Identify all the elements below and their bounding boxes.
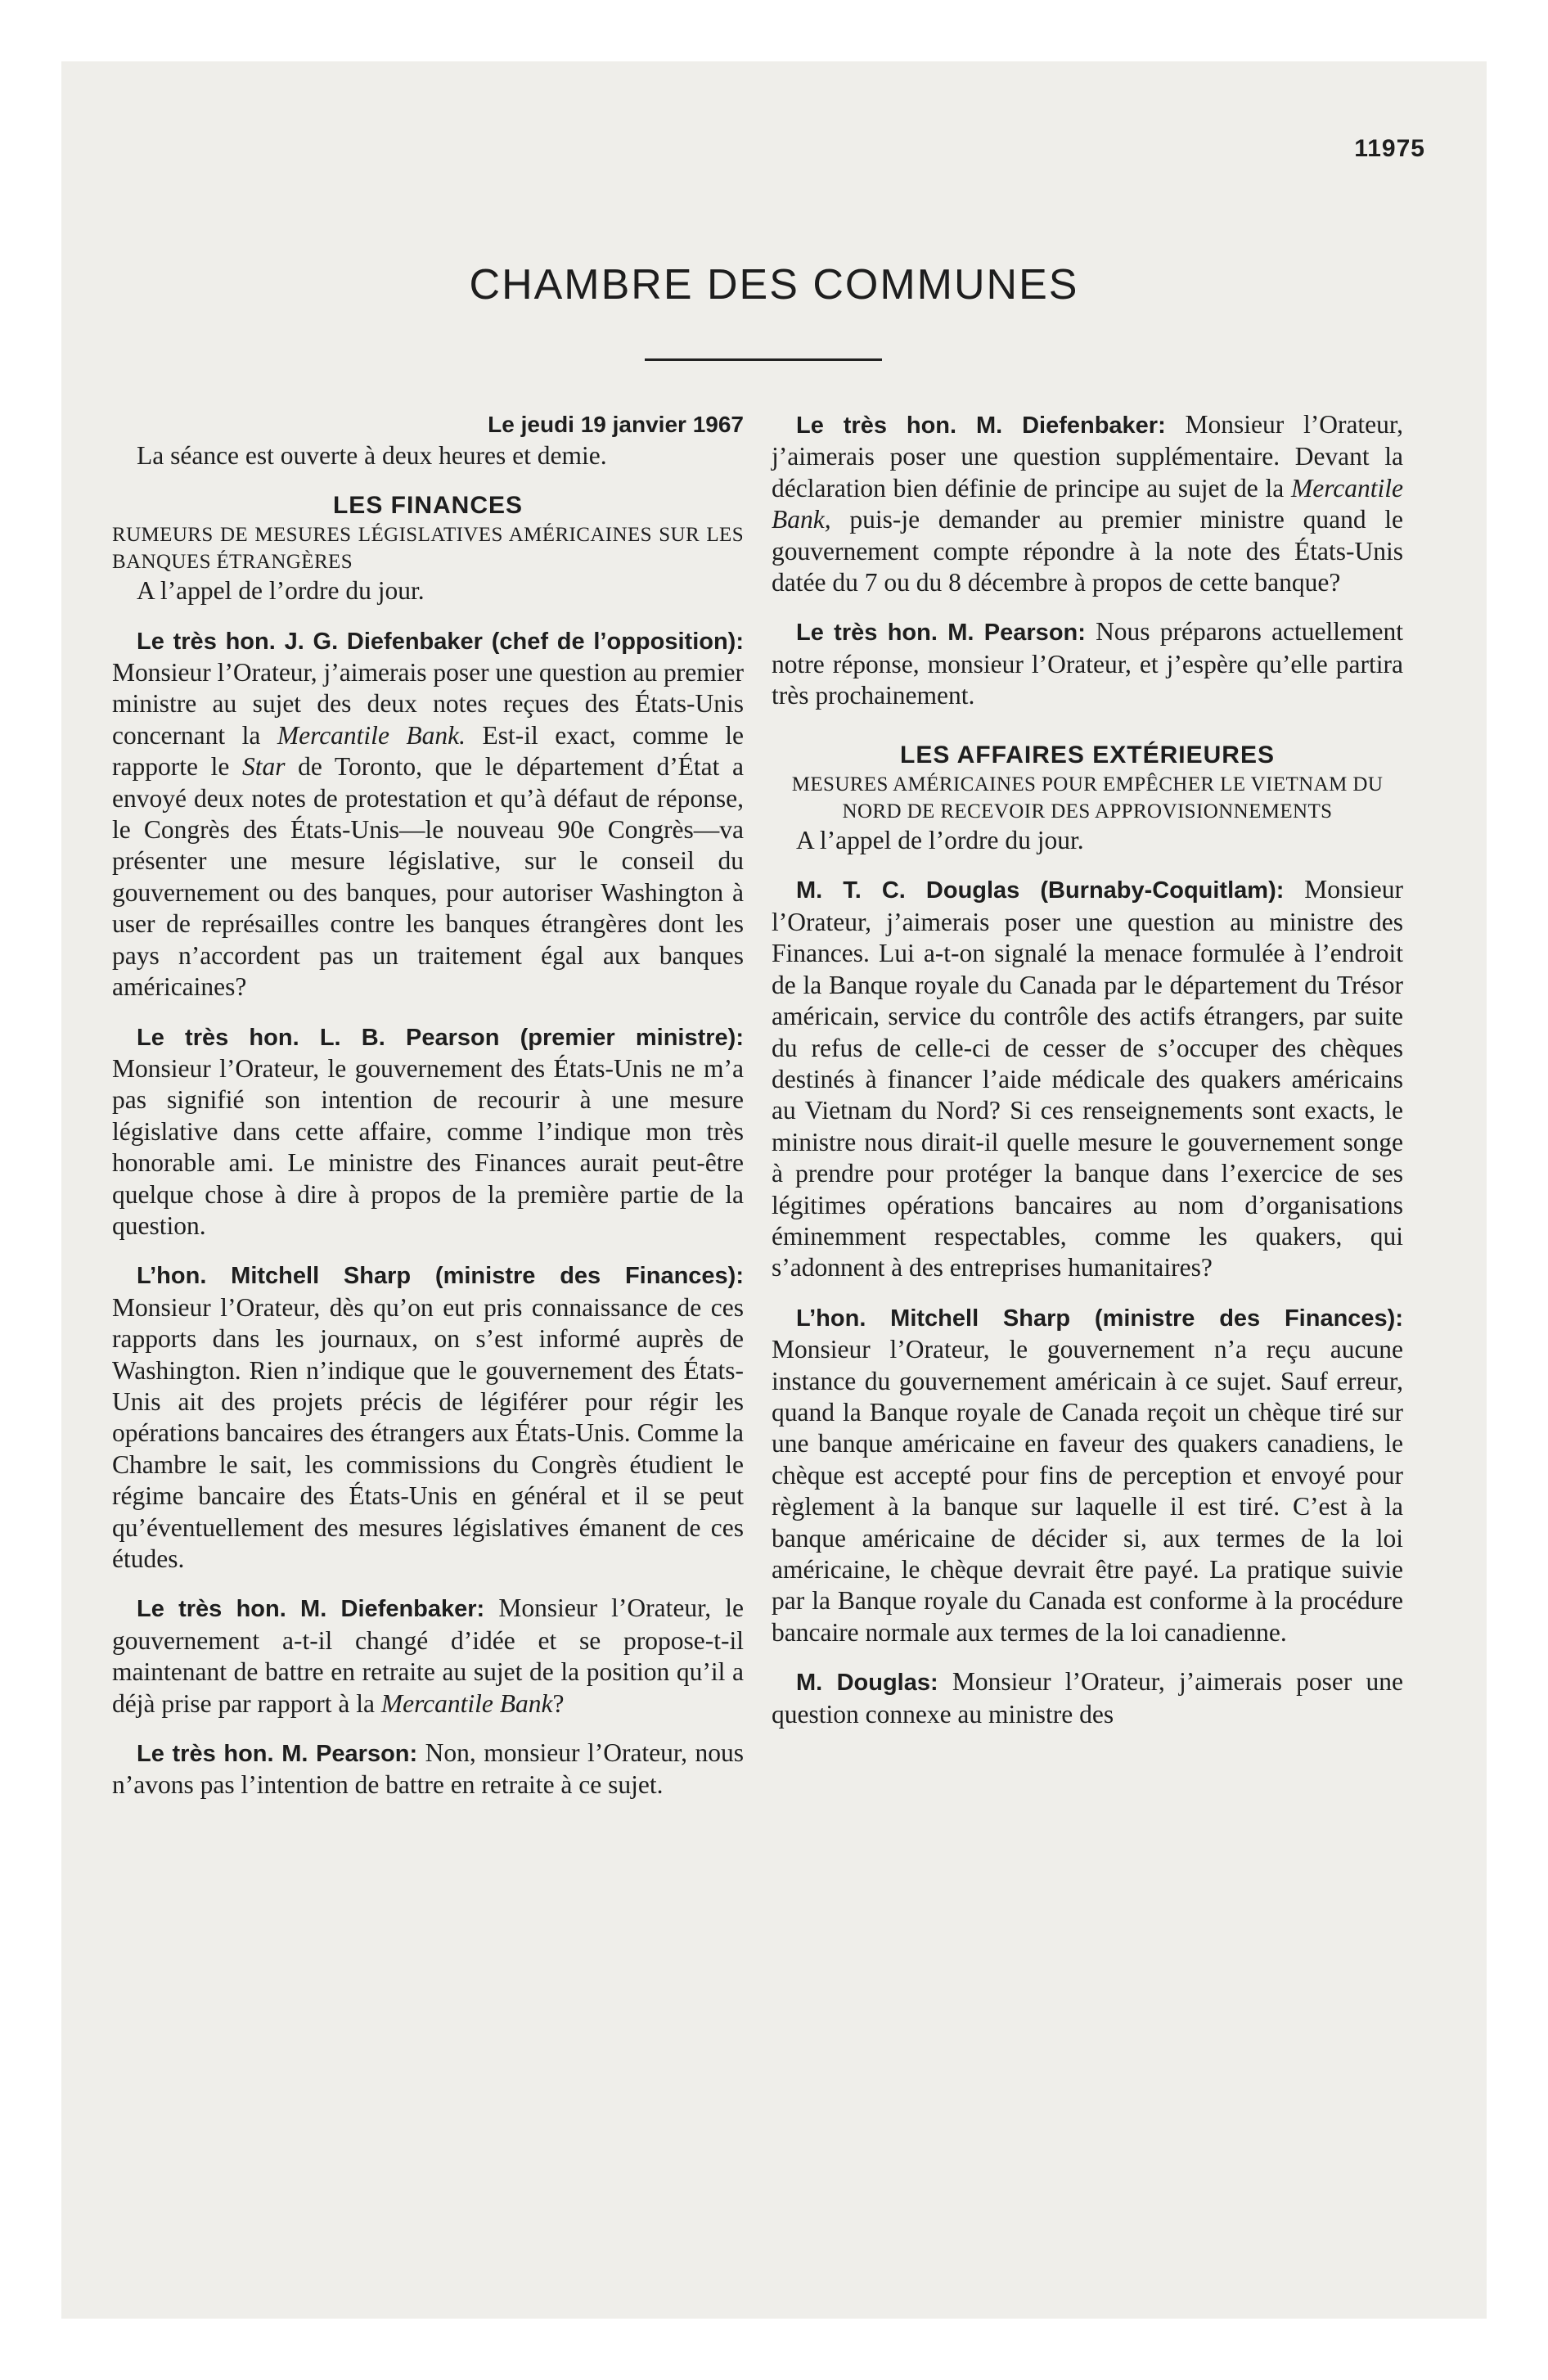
speaker-name: M. T. C. Douglas (Burnaby-Coquitlam): <box>796 877 1285 904</box>
speaker-name: Le très hon. M. Pearson: <box>137 1741 418 1768</box>
speaker-name: Le très hon. M. Diefenbaker: <box>796 412 1166 439</box>
page-number: 11975 <box>1354 135 1425 162</box>
speech-paragraph: Le très hon. M. Diefenbaker: Monsieur l’Orateur, le gouvernement a-t-il changé d’idée et se propose-t-il maintenant de battre en retraite au sujet de la position qu’il a déjà prise par rapport à la Mercantile Bank? <box>112 1593 745 1718</box>
speech-paragraph: L’hon. Mitchell Sharp (ministre des Finances): Monsieur l’Orateur, dès qu’on eut pris connaissance de ces rapports dans les journaux, on s’est informé auprès de Washington. Rien n’indique que le gouvernement des États-Unis ait des projets précis de légiférer pour régir les opérations bancaires des étrangers aux États-Unis. Comme la Chambre le sait, les commissions du Congrès étudient le régime bancaire des États-Unis en général et il se peut qu’éventuellement des mesures législatives émanent de ces études. <box>112 1263 744 1573</box>
date-line: Le jeudi 19 janvier 1967 <box>488 412 744 437</box>
order-call: A l’appel de l’ordre du jour. <box>137 576 425 606</box>
speech-paragraph: Le très hon. L. B. Pearson (premier ministre): Monsieur l’Orateur, le gouvernement des États-Unis ne m’a pas signifié son intention de recourir à une mesure législative dans cette affaire, comme l’indique mon très honorable ami. Le ministre des Finances aurait peut-être quelque chose à dire à propos de la première partie de la question. <box>112 1024 744 1240</box>
speaker-name: L’hon. Mitchell Sharp (ministre des Finances): <box>137 1263 744 1290</box>
opening-paragraph: La séance est ouverte à deux heures et demie. <box>137 441 607 471</box>
left-column <box>112 409 744 1819</box>
title-rule <box>645 358 882 361</box>
speech-paragraph: Le très hon. M. Diefenbaker: Monsieur l’Orateur, j’aimerais poser une question supplémentaire. Devant la déclaration bien définie de principe au sujet de la Mercantile Bank, puis-je demander au premier ministre quand le gouvernement compte répondre à la note des États-Unis datée du 7 ou du 8 décembre à propos de cette banque? <box>772 410 1404 597</box>
speech-paragraph: L’hon. Mitchell Sharp (ministre des Finances): Monsieur l’Orateur, le gouvernement n’a reçu aucune instance du gouvernement américain à ce sujet. Sauf erreur, quand la Banque royale de Canada reçoit un chèque tiré sur une banque américaine en faveur des quakers canadiens, le chèque est accepté pour fins de perception et envoyé pour règlement à la banque sur laquelle il est tiré. C’est à la banque américaine de décider si, aux termes de la loi américaine, le chèque devrait être payé. La pratique suivie par la Banque royale du Canada est conforme à la procédure bancaire normale aux termes de la loi canadienne. <box>772 1305 1403 1647</box>
section-title-foreign-affairs: LES AFFAIRES EXTÉRIEURES <box>900 741 1275 769</box>
speaker-name: Le très hon. L. B. Pearson (premier ministre): <box>137 1024 744 1051</box>
speech-paragraph: Le très hon. J. G. Diefenbaker (chef de l’opposition): Monsieur l’Orateur, j’aimerais poser une question au premier ministre au sujet des deux notes reçues des États-Unis concernant la Mercantile Bank. Est-il exact, comme le rapporte le Star de Toronto, que le département d’État a envoyé deux notes de protestation et qu’à défaut de réponse, le Congrès des États-Unis—le nouveau 90e Congrès—va présenter une mesure législative, sur le conseil du gouvernement ou des banques, pour autoriser Washington à user de représailles contre les banques étrangères dont les pays n’accordent pas un traitement égal aux banques américaines? <box>112 628 745 1002</box>
speaker-name: Le très hon. M. Diefenbaker: <box>137 1596 485 1623</box>
speaker-name: L’hon. Mitchell Sharp (ministre des Finances): <box>796 1305 1403 1332</box>
speech-paragraph: Le très hon. M. Pearson: Nous préparons actuellement notre réponse, monsieur l’Orateur, et j’espère qu’elle partira très prochainement. <box>772 617 1403 710</box>
speaker-name: M. Douglas: <box>796 1670 938 1697</box>
speaker-name: Le très hon. J. G. Diefenbaker (chef de l’opposition): <box>137 628 744 655</box>
subhead-foreign-affairs: MESURES AMÉRICAINES POUR EMPÊCHER LE VIETNAM DU NORD DE RECEVOIR DES APPROVISIONNEMENTS <box>791 773 1384 823</box>
subhead-finances: RUMEURS DE MESURES LÉGISLATIVES AMÉRICAINES SUR LES BANQUES ÉTRANGÈRES <box>112 524 744 574</box>
speech-paragraph: M. T. C. Douglas (Burnaby-Coquitlam): Monsieur l’Orateur, j’aimerais poser une question au ministre des Finances. Lui a-t-on signalé la menace formulée à l’endroit de la Banque royale du Canada par le département du Trésor américain, service du contrôle des actifs étrangers, par suite du refus de celle-ci de cesser de s’occuper des chèques destinés à financer l’aide médicale des quakers américains au Vietnam du Nord? Si ces renseignements sont exacts, le ministre nous dirait-il quelle mesure le gouvernement songe à prendre pour protéger la banque dans l’exercice de ses légitimes opérations bancaires au nom d’organisations éminemment respectables, comme les quakers, qui s’adonnent à des entreprises humanitaires? <box>772 875 1404 1282</box>
section-title-finances: LES FINANCES <box>332 491 524 519</box>
order-call: A l’appel de l’ordre du jour. <box>796 826 1084 855</box>
speech-paragraph: M. Douglas: Monsieur l’Orateur, j’aimerais poser une question connexe au ministre des <box>772 1667 1403 1729</box>
chamber-title: CHAMBRE DES COMMUNES <box>469 261 1079 309</box>
right-column <box>772 409 1403 1748</box>
speaker-name: Le très hon. M. Pearson: <box>796 620 1086 647</box>
speech-paragraph: Le très hon. M. Pearson: Non, monsieur l’Orateur, nous n’avons pas l’intention de battre en retraite à ce sujet. <box>112 1738 745 1800</box>
